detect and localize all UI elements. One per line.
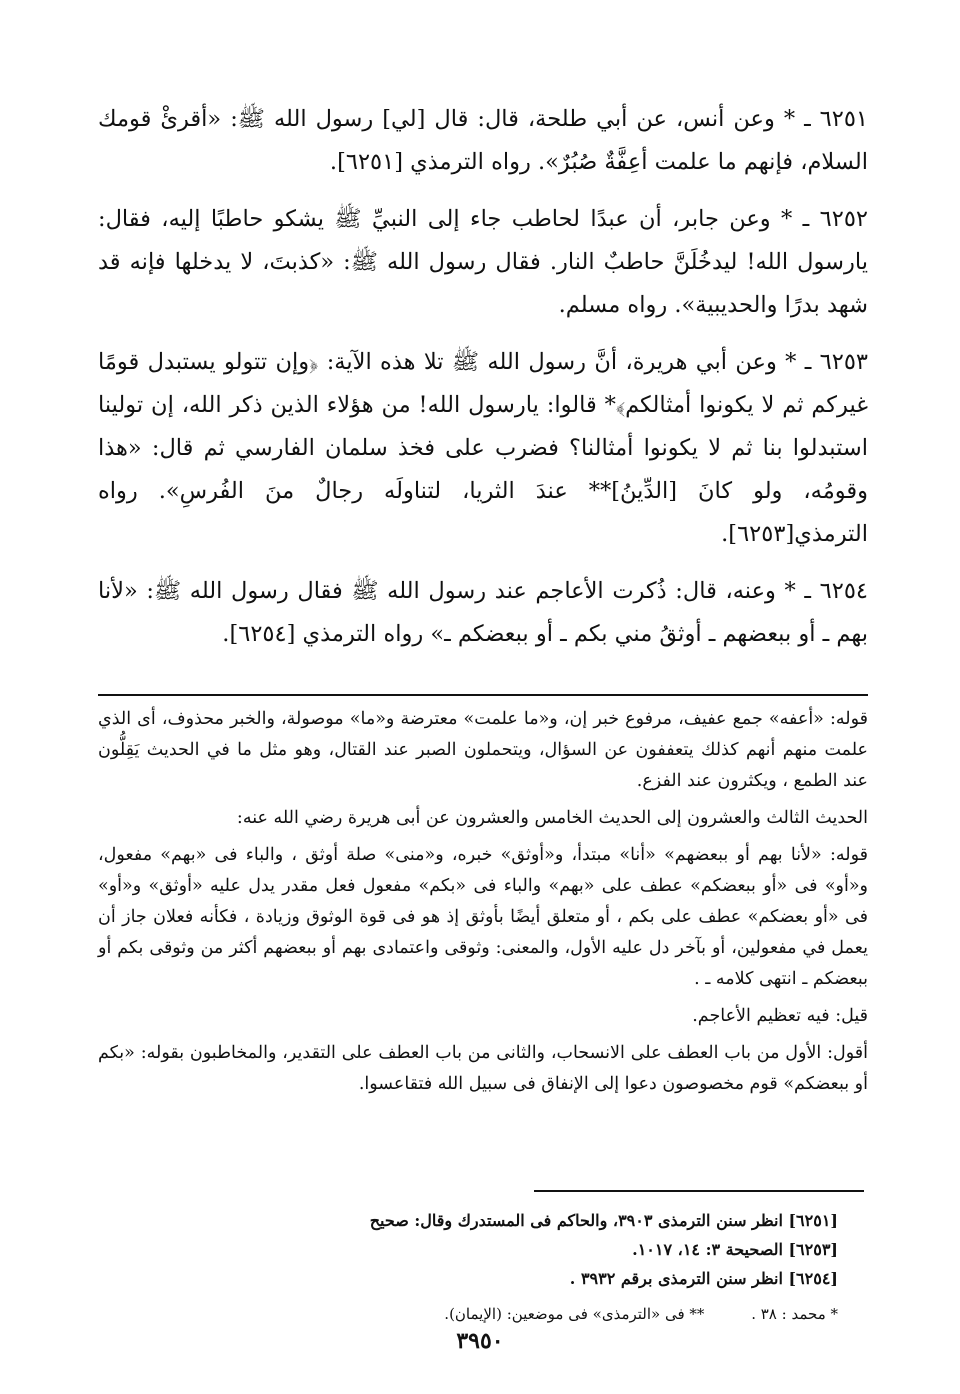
commentary-paragraph: قيل: فيه تعظيم الأعاجم. xyxy=(692,1006,868,1026)
hadith-6251: ٦٢٥١ ـ * وعن أنس، عن أبي طلحة، قال: قال [لي] رسول الله ﷺ: «أقرئْ قومك السلام، فإنهم ما علمت أعِفَّةٌ صُبُرٌ». رواه الترمذي [٦٢٥١]. xyxy=(98,106,868,175)
footnote-6251: [٦٢٥١] انظر سنن الترمذى ٣٩٠٣، والحاكم فى المستدرك وقال: صحيح xyxy=(369,1211,838,1230)
star-note-double: ** فى «الترمذى» فى موضعين: (الإيمان). xyxy=(444,1305,705,1323)
commentary-paragraph: الحديث الثالث والعشرون إلى الحديث الخامس والعشرون عن أبى هريرة رضي الله عنه: xyxy=(236,808,868,828)
star-notes xyxy=(98,1302,838,1326)
commentary xyxy=(98,704,868,1104)
commentary-paragraph: أقول: الأول من باب العطف على الانسحاب، والثانى من باب العطف على التقدير، والمخاطبون بقوله: «بكم أو ببعضكم» قوم مخصوصون دعوا إلى الإنفاق فى سبيل الله فتقاعسوا. xyxy=(98,1043,868,1094)
star-note-single: * محمد : ٣٨ . xyxy=(751,1305,838,1323)
footnote-6253: [٦٢٥٣] الصحيحة ٣: ١٤، ١٠١٧. xyxy=(632,1240,838,1259)
hadith-6254: ٦٢٥٤ ـ * وعنه، قال: ذُكرت الأعاجم عند رسول الله ﷺ فقال رسول الله ﷺ: «لأنا بهم ـ أو ببعضهم ـ أوثقُ مني بكم ـ أو ببعضكم ـ» رواه الترمذي [٦٢٥٤]. xyxy=(98,578,868,647)
footnote-divider xyxy=(534,1190,864,1192)
main-text xyxy=(98,98,868,656)
hadith-6252: ٦٢٥٢ ـ * وعن جابر، أن عبدًا لحاطب جاء إلى النبيِّ ﷺ يشكو حاطبًا إليه، فقال: يارسول الله! ليدخُلَنَّ حاطبٌ النار. فقال رسول الله ﷺ: «كذبتَ، لا يدخلها فإنه قد شهد بدرًا والحديبية». رواه مسلم. xyxy=(98,206,868,318)
commentary-paragraph: قوله: «لأنا بهم أو ببعضهم» «أنا» مبتدأ، و«أوثق» خبره، و«منى» صلة أوثق ، والباء فى «بهم» مفعول، و«أو» فى «أو ببعضكم» عطف على «بهم» والباء فى «بكم» مفعول فعل مقدر يدل عليه «أوثق» و«أو» فى «أو بعضكم» عطف على بكم ، أو متعلق أيضًا بأوثق إذ هو فى قوة الوثوق وزيادة ، فكأنه فعلان جاز أن يعمل في مفعولين، أو بآخر دل عليه الأول، والمعنى: وثوقى واعتمادى بهم أو ببعضهم أكثر من وثوقى بكم أو ببعضكم ـ انتهى كلامه ـ . xyxy=(98,845,868,989)
commentary-divider xyxy=(98,694,868,696)
hadith-6253: ٦٢٥٣ ـ * وعن أبي هريرة، أنَّ رسول الله ﷺ تلا هذه الآية: ﴿وإن تتولو يستبدل قومًا غيركم ثم لا يكونوا أمثالكم﴾* قالوا: يارسول الله! من هؤلاء الذين ذكر الله، إن تولينا استبدلوا بنا ثم لا يكونوا أمثالنا؟ فضرب على فخذ سلمان الفارسي ثم قال: «هذا وقومُه، ولو كانَ [الدِّينُ]** عندَ الثريا، لتناولَه رجالٌ منَ الفُرسِ». رواه الترمذي[٦٢٥٣]. xyxy=(98,349,868,547)
footnote-6254: [٦٢٥٤] انظر سنن الترمذى برقم ٣٩٣٢ . xyxy=(569,1269,838,1288)
footnotes xyxy=(98,1206,838,1293)
commentary-paragraph: قوله: «أعفه» جمع عفيف، مرفوع خبر إن، و«ما علمت» معترضة و«ما» موصولة، والخبر محذوف، أى الذي علمت منهم أنهم كذلك يتعففون عن السؤال، ويتحملون الصبر عند القتال، وهو مثل ما في الحديث يَقِلُّون عند الطمع ، ويكثرون عند الفزع. xyxy=(98,709,868,791)
page-number: ٣٩٥٠ xyxy=(456,1328,504,1354)
